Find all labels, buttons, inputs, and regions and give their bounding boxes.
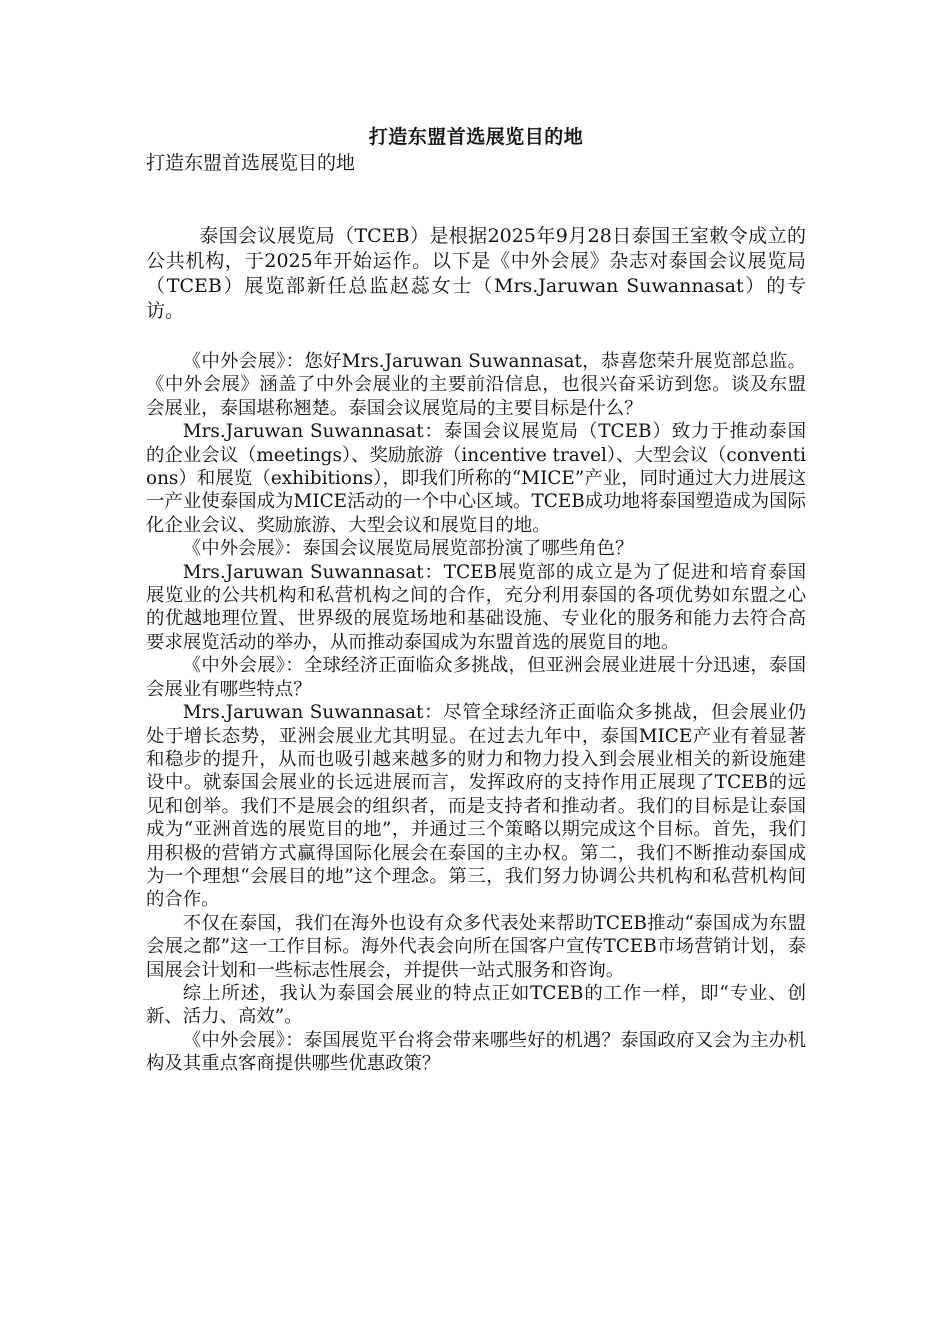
paragraph-answer-2: Mrs.Jaruwan Suwannasat：TCEB展览部的成立是为了促进和培育泰国展览业的公共机构和私营机构之间的合作，充分利用泰国的各项优势如东盟之心的优越地理位置、世界级的展览场地和基础设施、专业化的服务和能力去符合高要求展览活动的举办，从而推动泰国成为东盟首选的展览目的地。: [146, 561, 806, 653]
intro-paragraph: 泰国会议展览局（TCEB）是根据2025年9月28日泰国王室敕令成立的公共机构，于2025年开始运作。以下是《中外会展》杂志对泰国会议展览局（TCEB）展览部新任总监赵蕊女士（Mrs.Jaruwan Suwannasat）的专访。: [146, 225, 806, 322]
paragraph-question-2: 《中外会展》：泰国会议展览局展览部扮演了哪些角色？: [182, 538, 634, 560]
paragraph-question-4: 《中外会展》：泰国展览平台将会带来哪些好的机遇？泰国政府又会为主办机构及其重点客商提供哪些优惠政策？: [146, 1029, 806, 1075]
paragraph-answer-3-continued: 不仅在泰国，我们在海外也设有众多代表处来帮助TCEB推动“泰国成为东盟会展之都”这一工作目标。海外代表会向所在国客户宣传TCEB市场营销计划，泰国展会计划和一些标志性展会，并提供一站式服务和咨询。: [146, 912, 806, 981]
blank-line: [146, 324, 806, 350]
paragraph-question-3: 《中外会展》：全球经济正面临众多挑战，但亚洲会展业进展十分迅速，泰国会展业有哪些特点？: [146, 655, 806, 700]
paragraph-answer-3-summary: 综上所述，我认为泰国会展业的特点正如TCEB的工作一样，即“专业、创新、活力、高效”。: [146, 982, 806, 1028]
document-title: 打造东盟首选展览目的地: [368, 126, 584, 148]
document-page: [146, 124, 806, 1076]
document-subtitle: 打造东盟首选展览目的地: [146, 152, 356, 174]
paragraph-answer-3: Mrs.Jaruwan Suwannasat：尽管全球经济正面临众多挑战，但会展业仍处于增长态势，亚洲会展业尤其明显。在过去九年中，泰国MICE产业有着显著和稳步的提升，从而也吸引越来越多的财力和物力投入到会展业相关的新设施建设中。就泰国会展业的长远进展而言，发挥政府的支持作用正展现了TCEB的远见和创举。我们不是展会的组织者，而是支持者和推动者。我们的目标是让泰国成为“亚洲首选的展览目的地”，并通过三个策略以期完成这个目标。首先，我们用积极的营销方式赢得国际化展会在泰国的主办权。第二，我们不断推动泰国成为一个理想“会展目的地”这个理念。第三，我们努力协调公共机构和私营机构间的合作。: [146, 702, 806, 911]
paragraph-question-1: 《中外会展》：您好Mrs.Jaruwan Suwannasat，恭喜您荣升展览部总监。《中外会展》涵盖了中外会展业的主要前沿信息，也很兴奋采访到您。谈及东盟会展业，泰国堪称翘楚。泰国会议展览局的主要目标是什么？: [146, 351, 806, 419]
paragraph-answer-1: Mrs.Jaruwan Suwannasat：泰国会议展览局（TCEB）致力于推动泰国的企业会议（meetings）、奖励旅游（incentive travel）、大型会议（conventions）和展览（exhibitions），即我们所称的“MICE”产业，同时通过大力进展这一产业使泰国成为MICE活动的一个中心区域。TCEB成功地将泰国塑造成为国际化企业会议、奖励旅游、大型会议和展览目的地。: [146, 421, 806, 536]
blank-line: [146, 176, 806, 202]
